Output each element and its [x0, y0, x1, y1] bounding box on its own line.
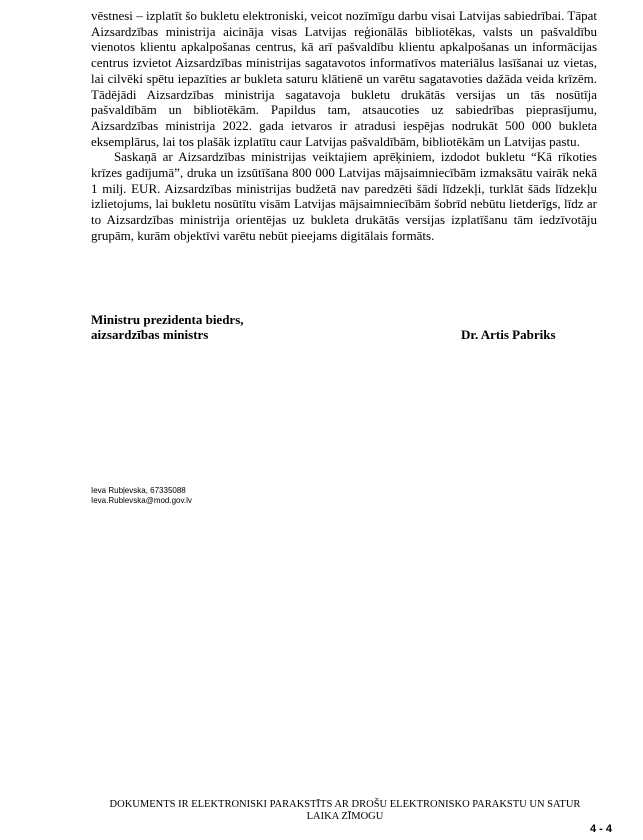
- body-paragraph: Saskaņā ar Aizsardzības ministrijas veiktajiem aprēķiniem, izdodot bukletu “Kā rīkoties krīzes gadījumā”, druka un izsūtīšana 800 000 Latvijas mājsaimniecībām izmaksātu vairāk nekā 1 milj. EUR. Aizsardzības ministrijas budžetā nav paredzēti šādi līdzekļi, turklāt šāds līdzekļu izlietojums, lai bukletu nosūtītu visām Latvijas mājsaimniecībām šobrīd nebūtu lietderīgs, līdz ar to Aizsardzības ministrija orientējas uz bukleta drukātās versijas izplatīšanu tām iedzīvotāju grupām, kurām objektīvi varētu nebūt pieejams digitālais formāts.: [91, 149, 597, 243]
- signatory-title-line: Ministru prezidenta biedrs,: [91, 312, 244, 327]
- signatory-title-line: aizsardzības ministrs: [91, 327, 209, 342]
- body-paragraph: vēstnesi – izplatīt šo bukletu elektroniski, veicot nozīmīgu darbu visai Latvijas sabiedrībai. Tāpat Aizsardzības ministrija aicināja visas Latvijas reģionālās bibliotēkas, valsts un pašvaldību vienotos klientu apkalpošanas centrus, kā arī pašvaldību klientu apkalpošanas un informācijas centrus izvietot Aizsardzības ministrijas sagatavotos informatīvos materiālus lasīšanai uz vietas, lai cilvēki spētu iepazīties ar bukleta saturu klātienē un varētu sagatavoties dažāda veida krīzēm. Tādējādi Aizsardzības ministrija sagatavoja bukletu drukātās versijas un tās nosūtīja pašvaldībām un bibliotēkām. Papildus tam, atsaucoties uz sabiedrības pieprasījumu, Aizsardzības ministrija 2022. gada ietvaros ir atradusi iespējas nodrukāt 500 000 bukleta eksemplārus, lai tos plašāk izplatītu caur Latvijas pašvaldībām, bibliotēkām un Latvijas pastu.: [91, 8, 597, 149]
- author-email: Ieva.Rublevska@mod.gov.lv: [91, 496, 192, 505]
- document-body: [91, 8, 597, 244]
- author-contact: [91, 486, 192, 506]
- signatory-title: [91, 312, 244, 342]
- footer-line: DOKUMENTS IR ELEKTRONISKI PARAKSTĪTS AR DROŠU ELEKTRONISKO PARAKSTU UN SATUR: [109, 799, 581, 810]
- footer-line: LAIKA ZĪMOGU: [306, 811, 384, 822]
- author-name-phone: Ieva Rubļevska, 67335088: [91, 486, 186, 495]
- signatory-name: Dr. Artis Pabriks: [461, 327, 556, 342]
- page-number: 4 - 4: [589, 823, 612, 835]
- e-signature-footer: [60, 799, 630, 823]
